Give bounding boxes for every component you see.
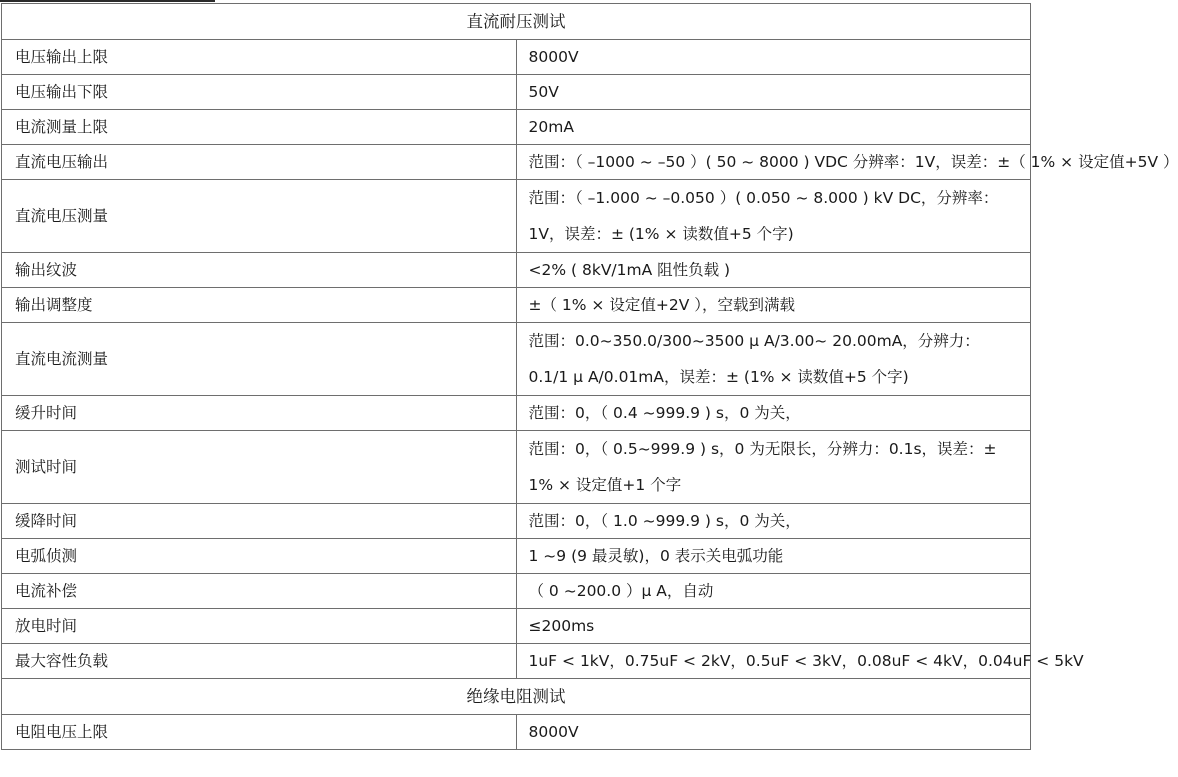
table-row — [2, 180, 1031, 253]
row-label: 缓升时间 — [2, 396, 517, 431]
table-row — [2, 504, 1031, 539]
row-label: 直流电压输出 — [2, 145, 517, 180]
row-value: 20mA — [516, 110, 1031, 145]
section-header-dc-hipot — [2, 4, 1031, 40]
table-row — [2, 323, 1031, 396]
row-label: 测试时间 — [2, 431, 517, 504]
row-value: 1 ~9 (9 最灵敏)，0 表示关电弧功能 — [516, 539, 1031, 574]
row-value: 范围：（ –1.000 ~ –0.050 ）( 0.050 ~ 8.000 ) kV DC，分辨率：1V，误差：± (1% × 读数值+5 个字) — [516, 180, 1031, 253]
table-row — [2, 574, 1031, 609]
section-title: 直流耐压测试 — [2, 4, 1031, 40]
row-value: 范围：0，（ 0.5~999.9 ) s，0 为无限长，分辨力：0.1s，误差：± 1% × 设定值+1 个字 — [516, 431, 1031, 504]
row-value: 范围：0，（ 1.0 ~999.9 ) s，0 为关， — [516, 504, 1031, 539]
table-row — [2, 75, 1031, 110]
table-row — [2, 715, 1031, 750]
row-value: ±（ 1% × 设定值+2V ），空载到满载 — [516, 288, 1031, 323]
spec-table — [1, 3, 1178, 750]
table-row — [2, 609, 1031, 644]
row-label: 直流电压测量 — [2, 180, 517, 253]
row-value: 范围：0，（ 0.4 ~999.9 ) s，0 为关， — [516, 396, 1031, 431]
row-label: 电阻电压上限 — [2, 715, 517, 750]
table-row — [2, 40, 1031, 75]
row-label: 电流测量上限 — [2, 110, 517, 145]
row-value: 1uF < 1kV，0.75uF < 2kV，0.5uF < 3kV，0.08uF < 4kV，0.04uF < 5kV — [516, 644, 1031, 679]
row-value: 范围：0.0~350.0/300~3500 μ A/3.00~ 20.00mA，分辨力：0.1/1 μ A/0.01mA，误差：± (1% × 读数值+5 个字) — [516, 323, 1031, 396]
table-row — [2, 644, 1031, 679]
row-value: （ 0 ~200.0 ）μ A，自动 — [516, 574, 1031, 609]
table-row — [2, 539, 1031, 574]
row-value: 8000V — [516, 40, 1031, 75]
table-row — [2, 431, 1031, 504]
section-title: 绝缘电阻测试 — [2, 679, 1031, 715]
row-label: 电压输出下限 — [2, 75, 517, 110]
row-value: ≤200ms — [516, 609, 1031, 644]
row-label: 缓降时间 — [2, 504, 517, 539]
section-header-insulation — [2, 679, 1031, 715]
table-row — [2, 253, 1031, 288]
row-label: 输出调整度 — [2, 288, 517, 323]
row-label: 放电时间 — [2, 609, 517, 644]
row-value: <2% ( 8kV/1mA 阻性负载 ) — [516, 253, 1031, 288]
table-row — [2, 145, 1031, 180]
row-label: 直流电流测量 — [2, 323, 517, 396]
table-row — [2, 396, 1031, 431]
header-tab-marker — [0, 0, 215, 2]
row-value: 范围：（ –1000 ~ –50 ）( 50 ~ 8000 ) VDC 分辨率：1V，误差：±（ 1% × 设定值+5V ） — [516, 145, 1031, 180]
row-label: 电压输出上限 — [2, 40, 517, 75]
row-label: 电弧侦测 — [2, 539, 517, 574]
table-row — [2, 110, 1031, 145]
row-value: 50V — [516, 75, 1031, 110]
row-label: 最大容性负载 — [2, 644, 517, 679]
table-row — [2, 288, 1031, 323]
row-label: 输出纹波 — [2, 253, 517, 288]
row-value: 8000V — [516, 715, 1031, 750]
row-label: 电流补偿 — [2, 574, 517, 609]
